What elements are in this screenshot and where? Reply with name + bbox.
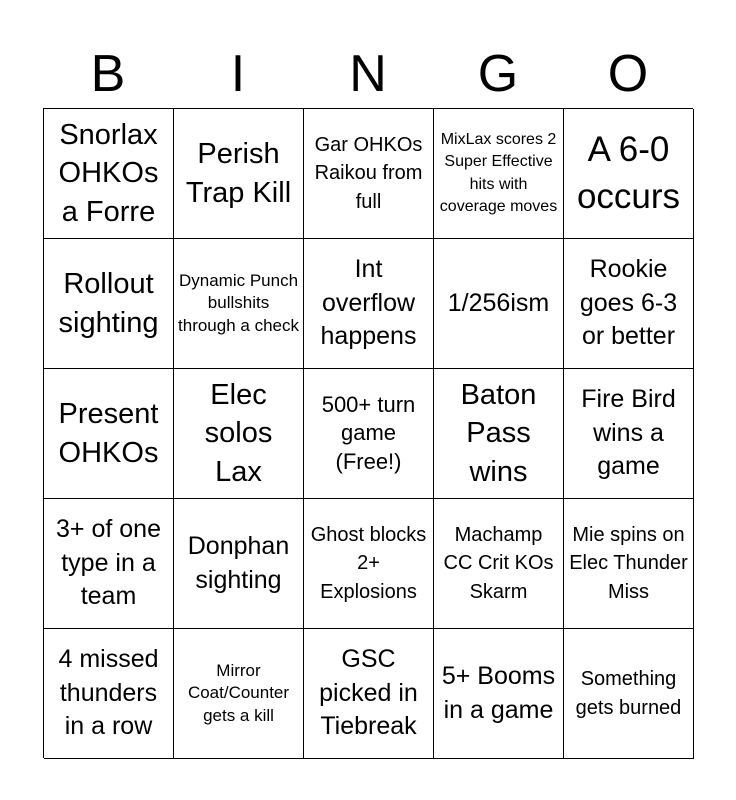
bingo-cell-r3c2[interactable] [174,369,304,499]
header-letter-b: B [90,45,126,103]
bingo-cell-text: Machamp CC Crit KOs Skarm [443,523,554,603]
bingo-cell-text: Something gets burned [575,667,682,719]
bingo-cell-r1c5[interactable] [564,109,694,239]
bingo-cell-text: Int overflow happens [320,254,417,351]
bingo-cell-r5c3[interactable] [304,629,434,759]
bingo-cell-r5c5[interactable] [564,629,694,759]
bingo-cell-text: Perish Trap Kill [185,138,292,209]
header-letter-o: O [607,45,649,103]
bingo-cell-r1c2[interactable] [174,109,304,239]
bingo-cell-text: Dynamic Punch bullshits through a check [178,271,299,335]
bingo-cell-r1c1[interactable] [44,109,174,239]
bingo-cell-r4c4[interactable] [434,499,564,629]
bingo-cell-text: MixLax scores 2 Super Effective hits with coverage moves [439,130,558,215]
bingo-cell-text: Rookie goes 6-3 or better [579,254,678,351]
bingo-cell-text: Donphan sighting [187,531,290,594]
bingo-cell-r3c1[interactable] [44,369,174,499]
bingo-cell-text: 5+ Booms in a game [441,661,556,724]
bingo-cell-text: 3+ of one type in a team [56,514,161,611]
bingo-cell-text: Baton Pass wins [460,379,537,488]
bingo-cell-text: Mirror Coat/Counter gets a kill [187,661,290,725]
bingo-cell-r1c3[interactable] [304,109,434,239]
bingo-cell-text: Ghost blocks 2+ Explosions [310,523,427,603]
bingo-cell-r2c2[interactable] [174,239,304,369]
bingo-cell-r4c3[interactable] [304,499,434,629]
bingo-cell-r4c5[interactable] [564,499,694,629]
bingo-cell-r1c4[interactable] [434,109,564,239]
bingo-cell-r2c3[interactable] [304,239,434,369]
bingo-cell-r3c4[interactable] [434,369,564,499]
bingo-cell-text: Mie spins on Elec Thunder Miss [569,523,688,603]
bingo-header [43,40,693,108]
bingo-cell-r2c1[interactable] [44,239,174,369]
bingo-cell-r5c1[interactable] [44,629,174,759]
header-letter-n: N [349,45,387,103]
bingo-cell-text: 4 missed thunders in a row [58,644,159,741]
bingo-cell-text: GSC picked in Tiebreak [319,644,418,741]
bingo-cell-r4c1[interactable] [44,499,174,629]
bingo-cell-text: Elec solos Lax [204,379,273,488]
bingo-cell-text: 500+ turn game (Free!) [321,391,416,474]
bingo-cell-text: Rollout sighting [58,268,159,339]
bingo-cell-text: A 6-0 occurs [576,129,681,216]
bingo-cell-r3c3[interactable] [304,369,434,499]
bingo-cell-r4c2[interactable] [174,499,304,629]
header-letter-g: G [477,45,519,103]
bingo-board [43,108,693,758]
bingo-cell-text: Fire Bird wins a game [581,384,676,481]
bingo-cell-text: Present OHKOs [58,398,159,469]
bingo-cell-text: 1/256ism [447,288,550,317]
bingo-cell-text: Snorlax OHKOs a Forre [58,119,159,228]
bingo-cell-text: Gar OHKOs Raikou from full [314,133,423,213]
bingo-cell-r2c5[interactable] [564,239,694,369]
bingo-cell-r2c4[interactable] [434,239,564,369]
header-letter-i: I [230,45,246,103]
bingo-cell-r3c5[interactable] [564,369,694,499]
bingo-cell-r5c4[interactable] [434,629,564,759]
bingo-cell-r5c2[interactable] [174,629,304,759]
